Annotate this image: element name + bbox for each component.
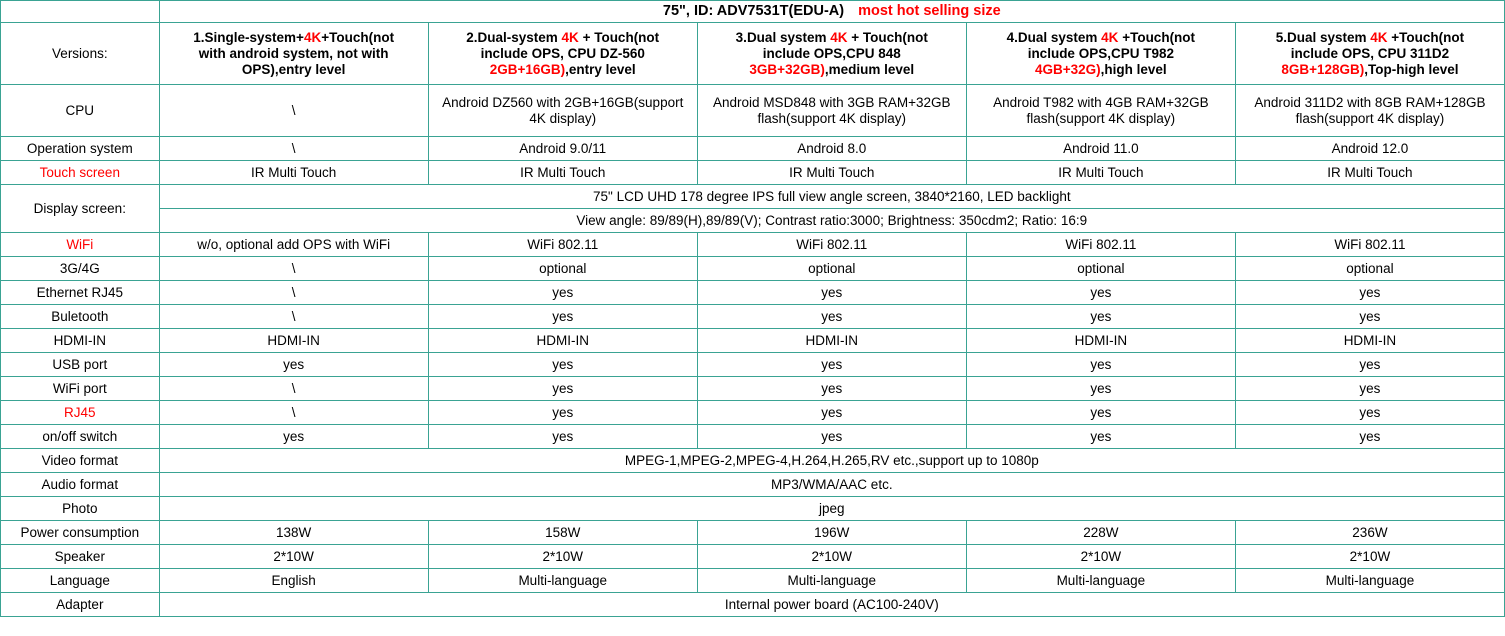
v3-l1b: + Touch(not (847, 29, 928, 45)
ethernet-col-4: yes (966, 281, 1235, 305)
speaker-col-5: 2*10W (1235, 545, 1504, 569)
hdmi-col-4: HDMI-IN (966, 329, 1235, 353)
table-row (1, 85, 1505, 137)
v2-l1a: Dual-system (477, 29, 562, 45)
os-col-1: \ (159, 137, 428, 161)
cpu-col-1: \ (159, 85, 428, 137)
v3-mem: 3GB+32GB) (749, 61, 825, 77)
ethernet-col-1: \ (159, 281, 428, 305)
photo-value: jpeg (159, 497, 1504, 521)
bluetooth-col-4: yes (966, 305, 1235, 329)
onoff-col-2: yes (428, 425, 697, 449)
row-label-os: Operation system (1, 137, 160, 161)
hdmi-col-1: HDMI-IN (159, 329, 428, 353)
row-label-rj45: RJ45 (1, 401, 160, 425)
table-row (1, 233, 1505, 257)
row-label-onoff-switch: on/off switch (1, 425, 160, 449)
onoff-col-4: yes (966, 425, 1235, 449)
g34-col-1: \ (159, 257, 428, 281)
v2-l1b: + Touch(not (578, 29, 660, 45)
v5-mem: 8GB+128GB) (1281, 61, 1365, 77)
g34-col-4: optional (966, 257, 1235, 281)
touch-col-2: IR Multi Touch (428, 161, 697, 185)
row-label-audio-format: Audio format (1, 473, 160, 497)
v4-mem: 4GB+32G) (1035, 61, 1101, 77)
wifiport-col-1: \ (159, 377, 428, 401)
rj45-col-2: yes (428, 401, 697, 425)
header-blank (1, 1, 160, 23)
usb-col-5: yes (1235, 353, 1504, 377)
table-row (1, 185, 1505, 209)
row-label-video-format: Video format (1, 449, 160, 473)
onoff-col-3: yes (697, 425, 966, 449)
os-col-3: Android 8.0 (697, 137, 966, 161)
speaker-col-4: 2*10W (966, 545, 1235, 569)
v3-4k: 4K (830, 29, 848, 45)
table-row (1, 545, 1505, 569)
usb-col-1: yes (159, 353, 428, 377)
table-row (1, 449, 1505, 473)
wifi-col-1: w/o, optional add OPS with WiFi (159, 233, 428, 257)
v5-4k: 4K (1370, 29, 1388, 45)
row-label-hdmi-in: HDMI-IN (1, 329, 160, 353)
v2-l2: include OPS, CPU DZ-560 (480, 45, 645, 61)
row-label-3g4g: 3G/4G (1, 257, 160, 281)
row-label-speaker: Speaker (1, 545, 160, 569)
wifiport-col-5: yes (1235, 377, 1504, 401)
v1-l1a: Single-system+ (204, 29, 304, 45)
table-row (1, 569, 1505, 593)
touch-col-5: IR Multi Touch (1235, 161, 1504, 185)
power-col-3: 196W (697, 521, 966, 545)
table-row (1, 281, 1505, 305)
row-label-wifi: WiFi (1, 233, 160, 257)
version-col-2 (428, 23, 697, 85)
v1-l3: OPS),entry level (241, 61, 346, 77)
v5-index: 5. (1275, 29, 1287, 45)
table-row (1, 137, 1505, 161)
v5-l1a: Dual system (1286, 29, 1371, 45)
row-label-touch-screen: Touch screen (1, 161, 160, 185)
speaker-col-3: 2*10W (697, 545, 966, 569)
v2-index: 2. (466, 29, 478, 45)
rj45-col-1: \ (159, 401, 428, 425)
v1-4k: 4K (303, 29, 322, 45)
row-label-ethernet-rj45: Ethernet RJ45 (1, 281, 160, 305)
power-col-1: 138W (159, 521, 428, 545)
wifi-col-5: WiFi 802.11 (1235, 233, 1504, 257)
cpu-col-5: Android 311D2 with 8GB RAM+128GB flash(support 4K display) (1235, 85, 1504, 137)
usb-col-2: yes (428, 353, 697, 377)
table-row (1, 497, 1505, 521)
language-col-5: Multi-language (1235, 569, 1504, 593)
v2-mem: 2GB+16GB) (489, 61, 566, 77)
os-col-2: Android 9.0/11 (428, 137, 697, 161)
usb-col-3: yes (697, 353, 966, 377)
os-col-4: Android 11.0 (966, 137, 1235, 161)
usb-col-4: yes (966, 353, 1235, 377)
ethernet-col-3: yes (697, 281, 966, 305)
version-col-3 (697, 23, 966, 85)
table-row (1, 473, 1505, 497)
v5-l3b: ,Top-high level (1364, 61, 1459, 77)
language-col-1: English (159, 569, 428, 593)
row-label-display-screen: Display screen: (1, 185, 160, 233)
display-line-1: 75" LCD UHD 178 degree IPS full view angle screen, 3840*2160, LED backlight (159, 185, 1504, 209)
ethernet-col-2: yes (428, 281, 697, 305)
bluetooth-col-5: yes (1235, 305, 1504, 329)
power-col-5: 236W (1235, 521, 1504, 545)
touch-col-4: IR Multi Touch (966, 161, 1235, 185)
os-col-5: Android 12.0 (1235, 137, 1504, 161)
hdmi-col-3: HDMI-IN (697, 329, 966, 353)
table-row (1, 353, 1505, 377)
table-row (1, 329, 1505, 353)
language-col-3: Multi-language (697, 569, 966, 593)
onoff-col-5: yes (1235, 425, 1504, 449)
row-label-cpu: CPU (1, 85, 160, 137)
power-col-4: 228W (966, 521, 1235, 545)
v3-l2: include OPS,CPU 848 (762, 45, 901, 61)
cpu-col-4: Android T982 with 4GB RAM+32GB flash(support 4K display) (966, 85, 1235, 137)
wifi-col-2: WiFi 802.11 (428, 233, 697, 257)
video-format-value: MPEG-1,MPEG-2,MPEG-4,H.264,H.265,RV etc.,support up to 1080p (159, 449, 1504, 473)
wifiport-col-3: yes (697, 377, 966, 401)
display-line-2: View angle: 89/89(H),89/89(V); Contrast ratio:3000; Brightness: 350cdm2; Ratio: 16:9 (159, 209, 1504, 233)
touch-col-3: IR Multi Touch (697, 161, 966, 185)
v4-l1b: +Touch(not (1118, 29, 1196, 45)
v1-l1b: +Touch(not (321, 29, 395, 45)
version-col-5 (1235, 23, 1504, 85)
table-row (1, 257, 1505, 281)
version-col-4 (966, 23, 1235, 85)
v5-l2: include OPS, CPU 311D2 (1290, 45, 1450, 61)
v3-l3b: ,medium level (824, 61, 915, 77)
table-row (1, 161, 1505, 185)
v4-l3b: ,high level (1100, 61, 1167, 77)
row-label-adapter: Adapter (1, 593, 160, 617)
hdmi-col-2: HDMI-IN (428, 329, 697, 353)
v2-4k: 4K (561, 29, 579, 45)
header-title-cell (159, 1, 1504, 23)
table-row (1, 593, 1505, 617)
v1-l2: with android system, not with (198, 45, 389, 61)
v4-4k: 4K (1101, 29, 1119, 45)
wifi-col-4: WiFi 802.11 (966, 233, 1235, 257)
table-row (1, 209, 1505, 233)
table-row (1, 401, 1505, 425)
v1-index: 1. (193, 29, 205, 45)
rj45-col-4: yes (966, 401, 1235, 425)
hot-note: most hot selling size (858, 3, 1001, 19)
bluetooth-col-2: yes (428, 305, 697, 329)
g34-col-2: optional (428, 257, 697, 281)
table-row (1, 521, 1505, 545)
cpu-col-2: Android DZ560 with 2GB+16GB(support 4K display) (428, 85, 697, 137)
row-label-power-consumption: Power consumption (1, 521, 160, 545)
speaker-col-1: 2*10W (159, 545, 428, 569)
wifiport-col-2: yes (428, 377, 697, 401)
g34-col-3: optional (697, 257, 966, 281)
row-label-versions: Versions: (1, 23, 160, 85)
speaker-col-2: 2*10W (428, 545, 697, 569)
power-col-2: 158W (428, 521, 697, 545)
onoff-col-1: yes (159, 425, 428, 449)
bluetooth-col-1: \ (159, 305, 428, 329)
versions-row (1, 23, 1505, 85)
row-label-photo: Photo (1, 497, 160, 521)
cpu-col-3: Android MSD848 with 3GB RAM+32GB flash(support 4K display) (697, 85, 966, 137)
v2-l3b: ,entry level (565, 61, 636, 77)
table-row (1, 305, 1505, 329)
language-col-4: Multi-language (966, 569, 1235, 593)
adapter-value: Internal power board (AC100-240V) (159, 593, 1504, 617)
table-row (1, 425, 1505, 449)
audio-format-value: MP3/WMA/AAC etc. (159, 473, 1504, 497)
hdmi-col-5: HDMI-IN (1235, 329, 1504, 353)
touch-col-1: IR Multi Touch (159, 161, 428, 185)
wifi-col-3: WiFi 802.11 (697, 233, 966, 257)
header-row (1, 1, 1505, 23)
row-label-usb-port: USB port (1, 353, 160, 377)
model-title: 75", ID: ADV7531T(EDU-A) (662, 3, 845, 19)
language-col-2: Multi-language (428, 569, 697, 593)
v3-index: 3. (735, 29, 747, 45)
g34-col-5: optional (1235, 257, 1504, 281)
rj45-col-5: yes (1235, 401, 1504, 425)
version-col-1 (159, 23, 428, 85)
rj45-col-3: yes (697, 401, 966, 425)
row-label-language: Language (1, 569, 160, 593)
v4-l1a: Dual system (1017, 29, 1102, 45)
wifiport-col-4: yes (966, 377, 1235, 401)
table-row (1, 377, 1505, 401)
v4-l2: include OPS,CPU T982 (1027, 45, 1174, 61)
v3-l1a: Dual system (746, 29, 831, 45)
ethernet-col-5: yes (1235, 281, 1504, 305)
row-label-bluetooth: Buletooth (1, 305, 160, 329)
v4-index: 4. (1006, 29, 1018, 45)
row-label-wifi-port: WiFi port (1, 377, 160, 401)
v5-l1b: +Touch(not (1387, 29, 1465, 45)
bluetooth-col-3: yes (697, 305, 966, 329)
